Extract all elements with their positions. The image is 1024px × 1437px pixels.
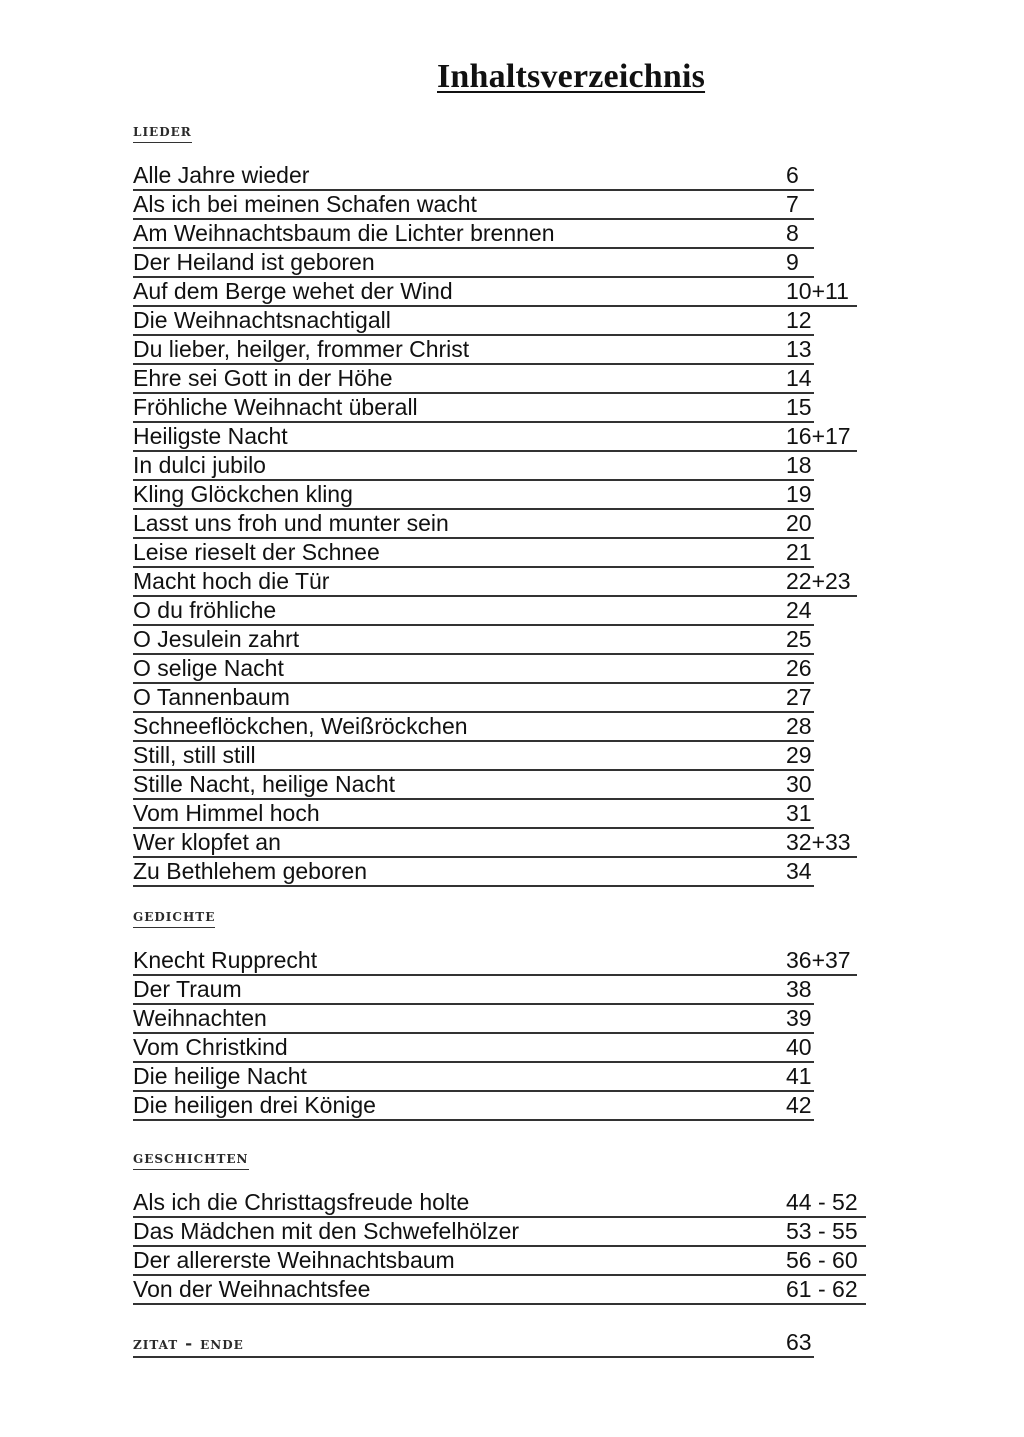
entry-page-number: 13 — [786, 336, 812, 362]
entry-page-number: 41 — [786, 1063, 812, 1089]
entry-title: O selige Nacht — [133, 655, 284, 681]
entry-title: Der Traum — [133, 976, 242, 1002]
section-heading: gedichte — [133, 906, 216, 926]
toc-entry-zitat-ende[interactable] — [133, 1330, 814, 1359]
entry-page-number: 63 — [786, 1329, 812, 1355]
toc-entry[interactable] — [133, 220, 799, 250]
entry-page-number: 7 — [786, 191, 799, 217]
entry-page-number: 9 — [786, 249, 799, 275]
section-gedichte — [133, 906, 851, 1122]
entry-page-number: 12 — [786, 307, 812, 333]
entry-page-number: 18 — [786, 452, 812, 478]
entry-page-number: 26 — [786, 655, 812, 681]
toc-entry[interactable] — [133, 481, 812, 511]
toc-entry[interactable] — [133, 1005, 812, 1035]
entry-page-number: 38 — [786, 976, 812, 1002]
toc-entry[interactable] — [133, 307, 812, 337]
toc-entry[interactable] — [133, 1092, 812, 1122]
entry-page-number: 28 — [786, 713, 812, 739]
entry-page-number: 39 — [786, 1005, 812, 1031]
entry-title: Zu Bethlehem geboren — [133, 858, 367, 884]
toc-entry[interactable] — [133, 684, 812, 714]
entry-page-number: 36+37 — [786, 947, 851, 973]
entry-page-number: 14 — [786, 365, 812, 391]
entry-page-number: 42 — [786, 1092, 812, 1118]
entry-page-number: 44 - 52 — [786, 1189, 858, 1215]
entry-page-number: 6 — [786, 162, 799, 188]
entry-title: Das Mädchen mit den Schwefelhölzer — [133, 1218, 520, 1244]
entry-title: Fröhliche Weihnacht überall — [133, 394, 418, 420]
entry-page-number: 24 — [786, 597, 812, 623]
entry-title: O Tannenbaum — [133, 684, 290, 710]
entry-page-number: 31 — [786, 800, 812, 826]
entry-title: Ehre sei Gott in der Höhe — [133, 365, 393, 391]
toc-entry[interactable] — [133, 1063, 812, 1093]
entry-page-number: 27 — [786, 684, 812, 710]
entry-page-number: 32+33 — [786, 829, 851, 855]
section-heading: geschichten — [133, 1148, 249, 1168]
entry-page-number: 22+23 — [786, 568, 851, 594]
toc-entry[interactable] — [133, 597, 812, 627]
entry-page-number: 20 — [786, 510, 812, 536]
toc-entry[interactable] — [133, 191, 799, 221]
entry-title: In dulci jubilo — [133, 452, 266, 478]
toc-entry[interactable] — [133, 539, 812, 569]
entry-page-number: 15 — [786, 394, 812, 420]
entry-page-number: 30 — [786, 771, 812, 797]
entry-page-number: 8 — [786, 220, 799, 246]
entry-title: Wer klopfet an — [133, 829, 281, 855]
toc-entry[interactable] — [133, 1276, 858, 1306]
section-heading: zitat - ende — [133, 1334, 244, 1354]
toc-list — [133, 1189, 858, 1306]
toc-entry[interactable] — [133, 713, 812, 743]
entry-title: Schneeflöckchen, Weißröckchen — [133, 713, 468, 739]
toc-entry[interactable] — [133, 278, 849, 308]
section-lieder — [133, 121, 851, 888]
entry-title: Du lieber, heilger, frommer Christ — [133, 336, 470, 362]
entry-page-number: 19 — [786, 481, 812, 507]
section-geschichten — [133, 1148, 858, 1306]
toc-entry[interactable] — [133, 336, 812, 366]
entry-title: O du fröhliche — [133, 597, 277, 623]
entry-title: Vom Himmel hoch — [133, 800, 320, 826]
toc-entry[interactable] — [133, 423, 851, 453]
toc-entry[interactable] — [133, 976, 812, 1006]
entry-title: Die Weihnachtsnachtigall — [133, 307, 391, 333]
entry-title: Weihnachten — [133, 1005, 267, 1031]
entry-page-number: 34 — [786, 858, 812, 884]
entry-title: Auf dem Berge wehet der Wind — [133, 278, 453, 304]
entry-page-number: 56 - 60 — [786, 1247, 858, 1273]
entry-title: Stille Nacht, heilige Nacht — [133, 771, 396, 797]
toc-entry[interactable] — [133, 452, 812, 482]
toc-entry[interactable] — [133, 947, 851, 977]
toc-entry[interactable] — [133, 568, 851, 598]
toc-entry[interactable] — [133, 858, 812, 888]
entry-page-number: 53 - 55 — [786, 1218, 858, 1244]
entry-page-number: 61 - 62 — [786, 1276, 858, 1302]
page-title: Inhaltsverzeichnis — [437, 58, 706, 95]
entry-title: Lasst uns froh und munter sein — [133, 510, 449, 536]
entry-title: Alle Jahre wieder — [133, 162, 310, 188]
entry-page-number: 10+11 — [786, 278, 849, 304]
toc-entry[interactable] — [133, 655, 812, 685]
entry-title: Knecht Rupprecht — [133, 947, 318, 973]
entry-title: Der allererste Weihnachtsbaum — [133, 1247, 455, 1273]
entry-title: Der Heiland ist geboren — [133, 249, 375, 275]
entry-title: Leise rieselt der Schnee — [133, 539, 380, 565]
toc-list — [133, 162, 851, 888]
section-heading: lieder — [133, 121, 192, 141]
toc-entry[interactable] — [133, 742, 812, 772]
toc-entry[interactable] — [133, 510, 812, 540]
entry-title: Heiligste Nacht — [133, 423, 288, 449]
entry-title: Die heilige Nacht — [133, 1063, 307, 1089]
toc-entry[interactable] — [133, 829, 851, 859]
entry-title: Vom Christkind — [133, 1034, 288, 1060]
entry-page-number: 16+17 — [786, 423, 851, 449]
toc-entry[interactable] — [133, 1218, 858, 1248]
toc-list — [133, 947, 851, 1122]
entry-title: Kling Glöckchen kling — [133, 481, 353, 507]
entry-title: Macht hoch die Tür — [133, 568, 330, 594]
toc-entry[interactable] — [133, 162, 799, 192]
entry-title: Am Weihnachtsbaum die Lichter brennen — [133, 220, 555, 246]
toc-entry[interactable] — [133, 1034, 812, 1064]
entry-page-number: 25 — [786, 626, 812, 652]
toc-entry[interactable] — [133, 626, 812, 656]
toc-entry[interactable] — [133, 365, 812, 395]
toc-entry[interactable] — [133, 771, 812, 801]
toc-entry[interactable] — [133, 800, 812, 830]
entry-title: Still, still still — [133, 742, 256, 768]
entry-title: O Jesulein zahrt — [133, 626, 300, 652]
entry-underline — [133, 1356, 814, 1358]
entry-page-number: 21 — [786, 539, 812, 565]
toc-entry[interactable] — [133, 394, 812, 424]
toc-entry[interactable] — [133, 249, 799, 279]
entry-title: Als ich bei meinen Schafen wacht — [133, 191, 477, 217]
entry-title: Als ich die Christtagsfreude holte — [133, 1189, 470, 1215]
entry-page-number: 29 — [786, 742, 812, 768]
entry-title: Die heiligen drei Könige — [133, 1092, 376, 1118]
entry-page-number: 40 — [786, 1034, 812, 1060]
toc-entry[interactable] — [133, 1189, 858, 1219]
entry-title: Von der Weihnachtsfee — [133, 1276, 371, 1302]
toc-entry[interactable] — [133, 1247, 858, 1277]
